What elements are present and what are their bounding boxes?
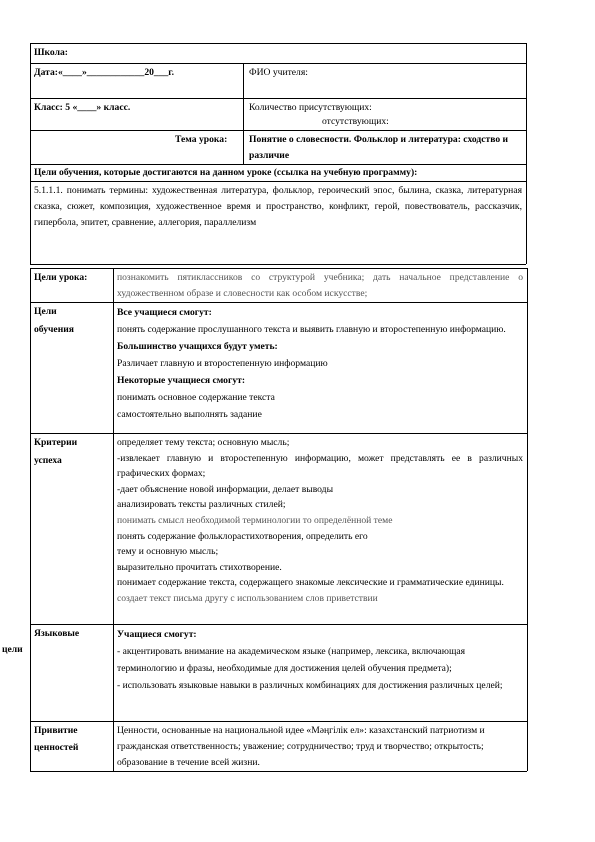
criteria-item: -дает объяснение новой информации, делает выводы	[117, 483, 334, 495]
values-label-2: ценностей	[34, 742, 79, 753]
language-goals-item: - акцентировать внимание на академическом языке (например, лексика, включающая терминологию и фразы, необходимые для достижения целей обучения предмета);	[117, 646, 466, 674]
criteria-list	[117, 435, 523, 607]
some-students-text-2: самостоятельно выполнять задание	[117, 409, 262, 420]
section-bottom	[30, 264, 526, 265]
teacher-label: ФИО учителя:	[249, 67, 308, 78]
criteria-item: выразительно прочитать стихотворение.	[117, 561, 282, 573]
most-students-text: Различает главную и второстепенную информацию	[117, 358, 328, 369]
learning-goals-label-2: обучения	[34, 324, 74, 335]
language-goals-item: - использовать языковые навыки в различных комбинациях для достижения различных целей;	[117, 680, 503, 691]
row-divider	[30, 302, 527, 303]
table-border-left	[30, 43, 31, 264]
some-students-heading: Некоторые учащиеся смогут:	[117, 375, 246, 386]
topic-label: Тема урока:	[175, 134, 228, 145]
attendance-present-label: Количество присутствующих:	[249, 102, 372, 113]
language-goals-heading: Учащиеся смогут:	[117, 629, 197, 640]
most-students-heading: Большинство учащихся будут уметь:	[117, 341, 278, 352]
row-divider	[30, 624, 527, 625]
criteria-item: тему и основную мысль;	[117, 546, 219, 558]
all-students-text: понять содержание прослушанного текста и выявить главную и второстепенную информацию.	[117, 324, 506, 335]
program-goals-text: 5.1.1.1. понимать термины: художественная литература, фольклор, героический эпос, былина, сказка, литературная сказка, сюжет, композиция, художественное время и пространство, конфликт, герой, повествователь, рассказчик, гипербола, эпитет, сравнение, аллегория, параллелизм	[34, 185, 522, 228]
criteria-item: определяет тему текста; основную мысль;	[117, 437, 290, 448]
criteria-item: понимает содержание текста, содержащего знакомые лексические и грамматические единицы.	[117, 577, 504, 589]
row-divider	[30, 63, 526, 64]
table-border-top	[30, 43, 526, 44]
criteria-item: понять содержание фольклорастихотворения, определить его	[117, 530, 368, 542]
lesson-goals-label: Цели урока:	[34, 272, 88, 283]
date-label: Дата:«____»____________20___г.	[34, 67, 174, 78]
table-border-left	[30, 268, 31, 771]
table-border-top	[30, 268, 527, 269]
column-divider	[113, 268, 114, 771]
lesson-goals-text: познакомить пятиклассников со структурой учебника; дать начальное представление о художественном образе и словесности как особом искусстве;	[117, 272, 523, 299]
criteria-label-1: Критерии	[34, 437, 78, 448]
values-text: Ценности, основанные на национальной идее «Мәңгілік ел»: казахстанский патриотизм и гражданская ответственность; уважение; сотрудничество; труд и творчество; открытость; образование в течение всей жизни.	[117, 725, 485, 768]
class-label: Класс: 5 «____» класс.	[34, 102, 131, 113]
criteria-item: анализировать тексты различных стилей;	[117, 499, 286, 511]
language-goals-label-2: цели	[2, 644, 23, 655]
row-divider	[30, 130, 526, 131]
criteria-label-2: успеха	[34, 455, 62, 466]
learning-goals-content	[117, 304, 523, 423]
column-divider	[243, 63, 244, 164]
language-goals-content	[117, 626, 523, 694]
program-goals-title: Цели обучения, которые достигаются на данном уроке (ссылка на учебную программу):	[34, 167, 418, 178]
table-border-bottom	[30, 771, 527, 772]
some-students-text-1: понимать основное содержание текста	[117, 392, 275, 403]
attendance-absent-label: отсутствующих:	[322, 116, 389, 127]
criteria-item: понимать смысл необходимой терминологии то определённой теме	[117, 514, 393, 526]
row-divider	[30, 721, 527, 722]
table-border-right	[526, 43, 527, 264]
table-border-right	[527, 268, 528, 771]
row-divider	[30, 433, 527, 434]
learning-goals-label-1: Цели	[34, 306, 57, 317]
language-goals-label-1: Языковые	[34, 628, 80, 639]
school-label: Школа:	[34, 47, 68, 58]
topic-value: Понятие о словесности. Фольклор и литература: сходство и различие	[249, 134, 509, 161]
row-divider	[30, 181, 526, 182]
criteria-item: создает текст письма другу с использованием слов приветствии	[117, 592, 378, 604]
row-divider	[30, 98, 526, 99]
criteria-item: -извлекает главную и второстепенную информацию, может представлять ее в различных графических формах;	[117, 452, 523, 480]
values-label-1: Привитие	[34, 725, 78, 736]
all-students-heading: Все учащиеся смогут:	[117, 307, 212, 318]
